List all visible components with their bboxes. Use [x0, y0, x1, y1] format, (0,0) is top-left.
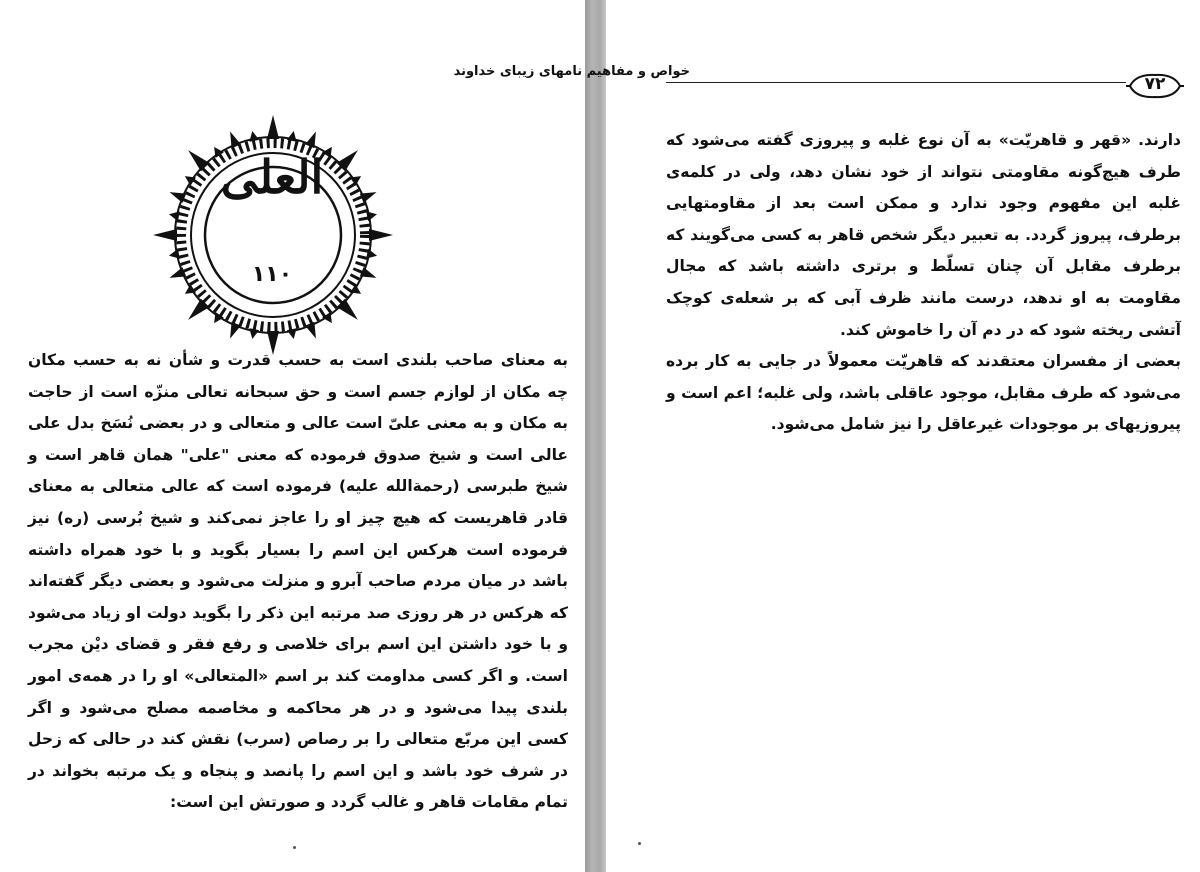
ornament-spike [188, 150, 209, 171]
right-body-text [666, 125, 1181, 441]
ornament-spike [369, 229, 393, 241]
header-rule [666, 82, 1126, 83]
paragraph: بعضی از مفسران معتقدند که قاهریّت معمولاً در جایی به کار برده می‌شود که طرف مقابل، موجود عاقلی باشد، ولی غلبه؛ اعم است و پیروزیهای بر موجودات غیرعاقل را نیز شامل می‌شود. [666, 352, 1181, 434]
ornament-spike [267, 115, 279, 139]
ornament-spike [153, 229, 177, 241]
medallion-name: العلی [220, 150, 324, 204]
right-page [453, 0, 1200, 872]
scan-speck [293, 846, 296, 849]
left-body-text [28, 345, 568, 819]
page-number: ۷۲ [1144, 74, 1166, 94]
running-header: خواص و مفاهیم نامهای زیبای خداوند [453, 64, 690, 79]
medallion-number: ۱۱۰ [251, 262, 293, 287]
scan-speck [638, 842, 641, 845]
paragraph: به معنای صاحب بلندی است به حسب قدرت و شأن نه به حسب مکان چه مکان از لوازم جسم است و حق سبحانه تعالی منزّه است از حاجت به مکان و به معنی علیّ است عالی و متعالی و در بعضی نُسَخ بدل علی عالی است و شیخ صدوق فرموده که معنی "علی" همان قاهر است و شیخ طبرسی (رحمةالله علیه) فرموده است که عالی متعالی به معنای قادر قاهریست که هیچ چیز او را عاجز نمی‌کند و شیخ بُرسی (ره) نیز فرموده است هرکس این اسم را بسیار بگوید و با خود همراه داشته باشد در میان مردم صاحب آبرو و منزلت می‌شود و بعضی دیگر گفته‌اند که هرکس در هر روزی صد مرتبه این ذکر را بگوید دولت او زیاد می‌شود و با خود داشتن این اسم برای خلاصی و رفع فقر و قضای دیْن مجرب است. و اگر کسی مداومت کند بر اسم «المتعالی» او را در همه‌ی امور بلندی پیدا می‌شود و در هر محاکمه و مخاصمه مصلح می‌شود و اگر کسی این مربّع متعالی را بر رصاص (سرب) نقش کند در حالی که زحل در شرف خود باشد و این اسم را پانصد و پنجاه و یک مرتبه بخواند در تمام مقامات قاهر و غالب گردد و صورتش این است: [28, 351, 568, 812]
ornament-spike [188, 299, 209, 320]
paragraph: دارند. «قهر و قاهریّت» به آن نوع غلبه و پیروزی گفته می‌شود که طرف هیچ‌گونه مقاومتی نتواند از خود نشان دهد، ولی در کلمه‌ی غلبه این مفهوم وجود ندارد و ممکن است بعد از مقاومتهایی برطرف، پیروز گردد. به تعبیر دیگر شخص قاهر به کسی می‌گویند که برطرف مقابل آن چنان تسلّط و برتری داشته باشد که مجال مقاومت به او ندهد، درست مانند ظرف آبی که بر شعله‌ی کوچک آتشی ریخته شود که در دم آن را خاموش کند. [666, 131, 1181, 339]
